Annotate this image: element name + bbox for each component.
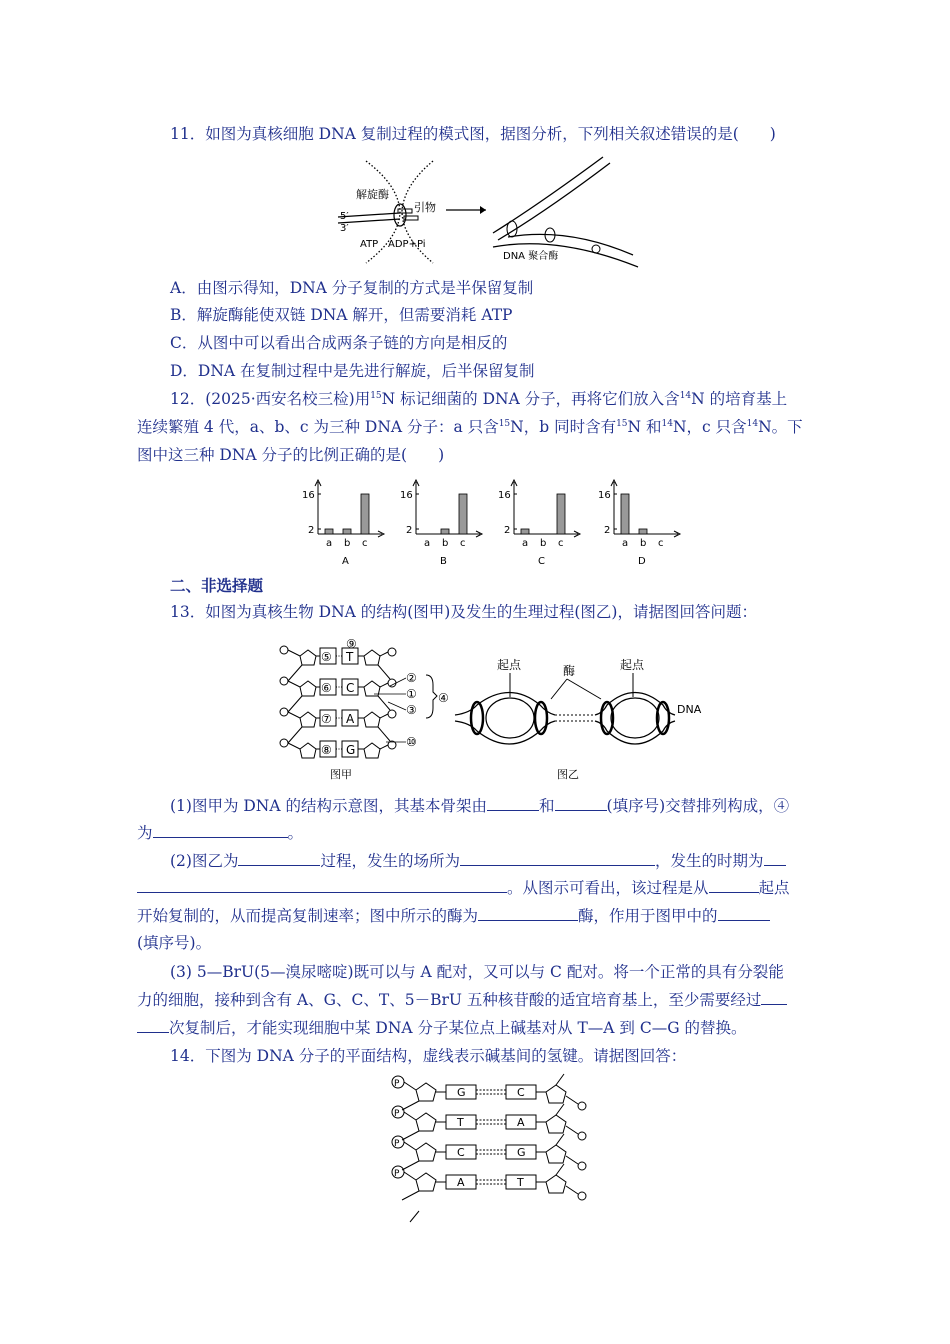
category-label: a bbox=[424, 538, 431, 549]
phosphate bbox=[280, 646, 288, 654]
bond bbox=[380, 714, 388, 718]
base-letter: C bbox=[346, 681, 355, 695]
q11-stem: 11．如图为真核细胞 DNA 复制过程的模式图，据图分析，下列相关叙述错误的是( ) bbox=[170, 125, 776, 143]
bond bbox=[380, 652, 388, 656]
bar-a bbox=[621, 494, 629, 534]
backbone-link bbox=[288, 727, 302, 743]
sugar bbox=[364, 712, 380, 727]
q11-option-a: A．由图示得知，DNA 分子复制的方式是半保留复制 bbox=[170, 279, 534, 297]
phosphate bbox=[280, 677, 288, 685]
q13-figure-b bbox=[455, 655, 715, 785]
q12-chart-A bbox=[300, 478, 390, 578]
category-label: c bbox=[658, 538, 664, 549]
bond bbox=[380, 683, 388, 687]
sugar bbox=[416, 1143, 436, 1161]
chart-label: D bbox=[638, 556, 646, 567]
backbone-link bbox=[556, 1104, 564, 1115]
category-label: a bbox=[522, 538, 529, 549]
nucleotide-number: ⑤ bbox=[321, 650, 332, 664]
bar-a bbox=[521, 529, 529, 534]
bond bbox=[288, 743, 300, 749]
phosphate bbox=[388, 648, 396, 656]
backbone-link bbox=[402, 1101, 419, 1110]
sugar bbox=[364, 743, 380, 758]
base-letter: T bbox=[346, 650, 354, 664]
q12-line1: 12．(2025·西安名校三检)用$^{15}$N 标记细菌的 DNA 分子，再将它们放入含$^{14}$N 的培育基上 bbox=[170, 390, 788, 408]
sugar bbox=[300, 681, 316, 696]
phosphate bbox=[388, 679, 396, 687]
phosphate-label: P bbox=[394, 1109, 400, 1119]
phosphate-small bbox=[578, 1192, 586, 1200]
q13-part3-line2: 力的细胞，接种到含有 A、G、C、T、5－BrU 五种核苷酸的适宜培育基上，至少需要经过 bbox=[137, 990, 787, 1010]
bond bbox=[404, 1112, 416, 1120]
tick-16: 16 bbox=[498, 490, 511, 501]
backbone-link bbox=[402, 1161, 419, 1170]
phosphate-small bbox=[578, 1162, 586, 1170]
tick-2: 2 bbox=[406, 525, 413, 536]
bar-b bbox=[343, 529, 351, 534]
backbone-link bbox=[556, 1134, 564, 1145]
backbone-link bbox=[288, 665, 302, 681]
phosphate bbox=[280, 708, 288, 716]
bar-c bbox=[459, 494, 467, 534]
bond bbox=[404, 1082, 416, 1090]
base-letter-right: T bbox=[517, 1176, 524, 1189]
polymerase-label: DNA 聚合酶 bbox=[503, 251, 559, 262]
bond bbox=[566, 1126, 578, 1134]
phosphate-small bbox=[578, 1132, 586, 1140]
helicase-label: 解旋酶 bbox=[356, 188, 389, 201]
phosphate-label: P bbox=[394, 1169, 400, 1179]
q12-line3: 图中这三种 DNA 分子的比例正确的是( ) bbox=[137, 446, 445, 464]
tick-16: 16 bbox=[400, 490, 413, 501]
enzyme-label: 酶 bbox=[563, 664, 576, 678]
sugar bbox=[416, 1173, 436, 1191]
base-letter-left: T bbox=[457, 1116, 464, 1129]
q12-chart-B bbox=[398, 478, 488, 578]
sugar bbox=[300, 743, 316, 758]
sugar bbox=[546, 1085, 566, 1103]
base-letter-right: G bbox=[517, 1146, 526, 1159]
sugar bbox=[546, 1145, 566, 1163]
q11-option-c: C．从图中可以看出合成两条子链的方向是相反的 bbox=[170, 334, 508, 352]
sugar bbox=[546, 1175, 566, 1193]
label-3: ③ bbox=[406, 703, 417, 717]
category-label: c bbox=[362, 538, 368, 549]
q13-part2-line2: 。从图示可看出，该过程是从 起点 bbox=[137, 878, 790, 898]
q11-replication-figure bbox=[338, 155, 648, 270]
q13-part1-line1: (1)图甲为 DNA 的结构示意图，其基本骨架由 和 (填序号)交替排列构成，④ bbox=[170, 797, 790, 815]
end3-label: 3′ bbox=[340, 223, 349, 234]
category-label: b bbox=[640, 538, 647, 549]
base-letter: G bbox=[346, 743, 356, 757]
q11-option-d: D．DNA 在复制过程中是先进行解旋，后半保留复制 bbox=[170, 362, 535, 380]
label-9: ⑨ bbox=[346, 637, 357, 651]
category-label: a bbox=[622, 538, 629, 549]
bond bbox=[380, 745, 388, 749]
tick-2: 2 bbox=[604, 525, 611, 536]
bond bbox=[566, 1096, 578, 1104]
bar-b bbox=[639, 529, 647, 534]
q13-part2-line3: 开始复制的，从而提高复制速率；图中所示的酶为 酶，作用于图甲中的 bbox=[137, 906, 770, 926]
q13-part2-line1: (2)图乙为 过程，发生的场所为 ，发生的时期为 bbox=[170, 851, 786, 871]
chart-label: C bbox=[538, 556, 545, 567]
sugar bbox=[364, 650, 380, 665]
chart-label: B bbox=[440, 556, 447, 567]
backbone-link bbox=[288, 696, 302, 712]
base-letter: A bbox=[346, 712, 355, 726]
bond bbox=[288, 650, 300, 656]
base-letter-right: A bbox=[517, 1116, 525, 1129]
phosphate bbox=[280, 739, 288, 747]
bar-b bbox=[441, 529, 449, 534]
bar-c bbox=[557, 494, 565, 534]
bond bbox=[404, 1172, 416, 1180]
tick-16: 16 bbox=[598, 490, 611, 501]
phosphate-small bbox=[578, 1102, 586, 1110]
sugar bbox=[416, 1113, 436, 1131]
section-heading: 二、非选择题 bbox=[170, 576, 264, 595]
base-letter-left: G bbox=[457, 1086, 466, 1099]
backbone-link bbox=[378, 727, 390, 741]
phosphate bbox=[388, 710, 396, 718]
label-1: ① bbox=[406, 687, 417, 701]
figure-b-caption: 图乙 bbox=[557, 768, 579, 781]
nucleotide-number: ⑥ bbox=[321, 681, 332, 695]
bond bbox=[288, 681, 300, 687]
origin-label-left: 起点 bbox=[497, 658, 522, 672]
phosphate-label: P bbox=[394, 1079, 400, 1089]
chart-label: A bbox=[342, 556, 349, 567]
backbone-link bbox=[402, 1131, 419, 1140]
q13-part3-line3: 次复制后，才能实现细胞中某 DNA 分子某位点上碱基对从 T—A 到 C—G 的替换。 bbox=[137, 1018, 747, 1038]
category-label: b bbox=[442, 538, 449, 549]
tick-16: 16 bbox=[302, 490, 315, 501]
category-label: c bbox=[558, 538, 564, 549]
q12-chart-D bbox=[596, 478, 686, 578]
nucleotide-number: ⑦ bbox=[321, 712, 332, 726]
category-label: b bbox=[344, 538, 351, 549]
bond bbox=[404, 1142, 416, 1150]
backbone-link bbox=[556, 1164, 564, 1175]
bond bbox=[288, 712, 300, 718]
base-letter-right: C bbox=[517, 1086, 525, 1099]
backbone-link bbox=[556, 1074, 564, 1085]
q11-option-b: B．解旋酶能使双链 DNA 解开，但需要消耗 ATP bbox=[170, 306, 513, 324]
q12-line2: 连续繁殖 4 代，a、b、c 为三种 DNA 分子：a 只含$^{15}$N，b 同时含有$^{15}$N 和$^{14}$N，c 只含$^{14}$N。下 bbox=[137, 418, 803, 436]
backbone-link bbox=[378, 696, 390, 710]
label-2: ② bbox=[406, 671, 417, 685]
sugar bbox=[546, 1115, 566, 1133]
bond bbox=[566, 1186, 578, 1194]
category-label: c bbox=[460, 538, 466, 549]
q13-part2-line4: (填序号)。 bbox=[137, 934, 212, 952]
q13-part3-line1: (3) 5—BrU(5—溴尿嘧啶)既可以与 A 配对，又可以与 C 配对。将一个正常的具有分裂能 bbox=[170, 963, 784, 981]
bar-a bbox=[325, 529, 333, 534]
q13-stem: 13．如图为真核生物 DNA 的结构(图甲)及发生的生理过程(图乙)，请据图回答问题： bbox=[170, 603, 757, 621]
atp-label: ATP bbox=[360, 239, 379, 250]
backbone-link bbox=[378, 665, 390, 679]
sugar bbox=[300, 650, 316, 665]
backbone-link bbox=[402, 1191, 419, 1200]
sugar bbox=[300, 712, 316, 727]
q14-figure bbox=[388, 1072, 603, 1217]
primer-label: 引物 bbox=[414, 201, 436, 214]
end5-label: 5′ bbox=[340, 211, 349, 222]
label-10: ⑩ bbox=[406, 735, 417, 749]
phosphate-label: P bbox=[394, 1139, 400, 1149]
category-label: a bbox=[326, 538, 333, 549]
q13-figure-a bbox=[278, 630, 453, 785]
base-letter-left: A bbox=[457, 1176, 465, 1189]
tick-2: 2 bbox=[308, 525, 315, 536]
nucleotide-number: ⑧ bbox=[321, 743, 332, 757]
q12-chart-C bbox=[496, 478, 586, 578]
sugar bbox=[416, 1083, 436, 1101]
base-letter-left: C bbox=[457, 1146, 465, 1159]
q13-part1-line2: 为 。 bbox=[137, 824, 304, 842]
bond bbox=[566, 1156, 578, 1164]
adp-label: ADP+Pi bbox=[388, 239, 426, 250]
figure-a-caption: 图甲 bbox=[330, 768, 352, 781]
category-label: b bbox=[540, 538, 547, 549]
q14-stem: 14．下图为 DNA 分子的平面结构，虚线表示碱基间的氢键。请据图回答： bbox=[170, 1047, 687, 1065]
label-4: ④ bbox=[438, 691, 449, 705]
bar-c bbox=[361, 494, 369, 534]
origin-label-right: 起点 bbox=[620, 658, 645, 672]
tick-2: 2 bbox=[504, 525, 511, 536]
dna-label: DNA bbox=[677, 703, 702, 716]
chain-end bbox=[410, 1211, 419, 1222]
